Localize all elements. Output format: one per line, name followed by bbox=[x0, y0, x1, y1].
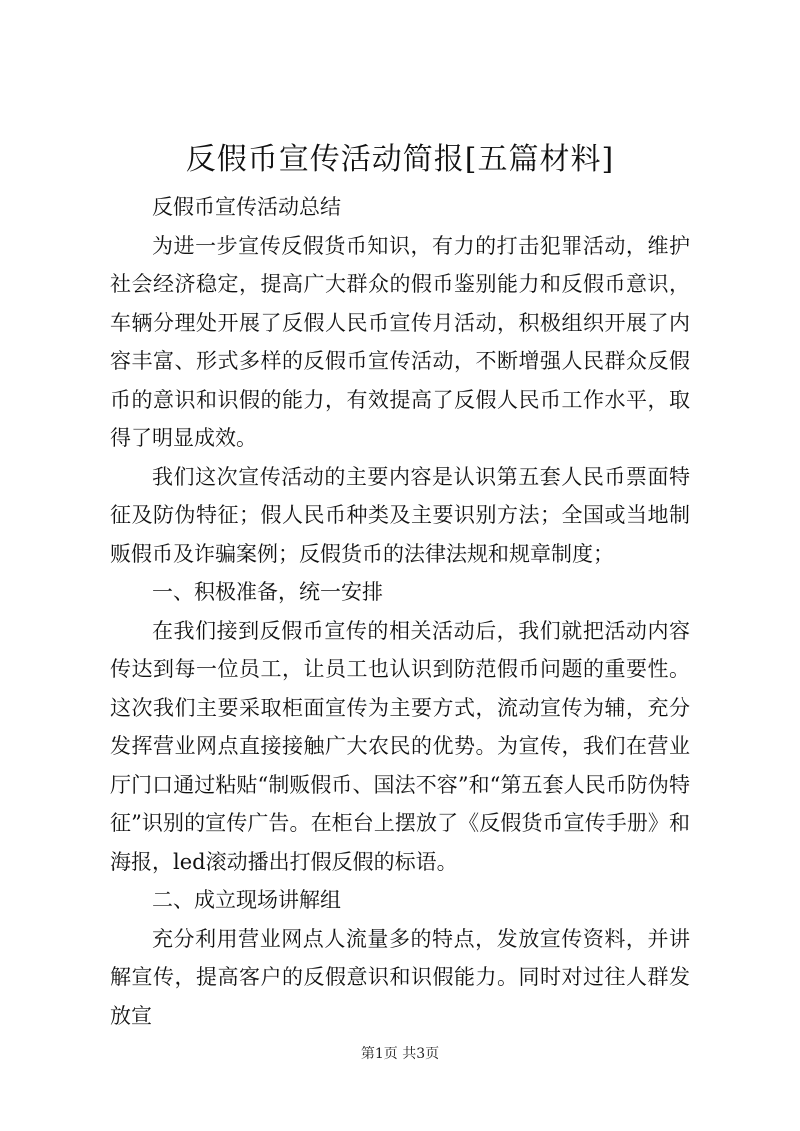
body-paragraph: 为进一步宣传反假货币知识，有力的打击犯罪活动，维护社会经济稳定，提高广大群众的假币鉴别能力和反假币意识，车辆分理处开展了反假人民币宣传月活动，积极组织开展了内容丰富、形式多样的反假币宣传活动，不断增强人民群众反假币的意识和识假的能力，有效提高了反假人民币工作水平，取得了明显成效。 bbox=[110, 233, 690, 450]
body-paragraph: 充分利用营业网点人流量多的特点，发放宣传资料，并讲解宣传，提高客户的反假意识和识假能力。同时对过往人群发放宣 bbox=[110, 926, 690, 1028]
document-body bbox=[110, 188, 690, 1035]
page-number-footer: 第1页 共3页 bbox=[360, 1046, 440, 1062]
document-title: 反假币宣传活动简报[五篇材料] bbox=[185, 142, 615, 177]
section-heading-prepare: 一、积极准备，统一安排 bbox=[152, 580, 383, 604]
section-heading-explain-group: 二、成立现场讲解组 bbox=[152, 888, 341, 912]
body-paragraph: 在我们接到反假币宣传的相关活动后，我们就把活动内容传达到每一位员工，让员工也认识到防范假币问题的重要性。这次我们主要采取柜面宣传为主要方式，流动宣传为辅，充分发挥营业网点直接接触广大农民的优势。为宣传，我们在营业厅门口通过粘贴“制贩假币、国法不容”和“第五套人民币防伪特征”识别的宣传广告。在柜台上摆放了《反假货币宣传手册》和海报，led滚动播出打假反假的标语。 bbox=[110, 618, 690, 874]
section-heading-summary: 反假币宣传活动总结 bbox=[152, 195, 341, 219]
body-paragraph: 我们这次宣传活动的主要内容是认识第五套人民币票面特征及防伪特征；假人民币种类及主要识别方法；全国或当地制贩假币及诈骗案例；反假货币的法律法规和规章制度； bbox=[110, 464, 690, 566]
